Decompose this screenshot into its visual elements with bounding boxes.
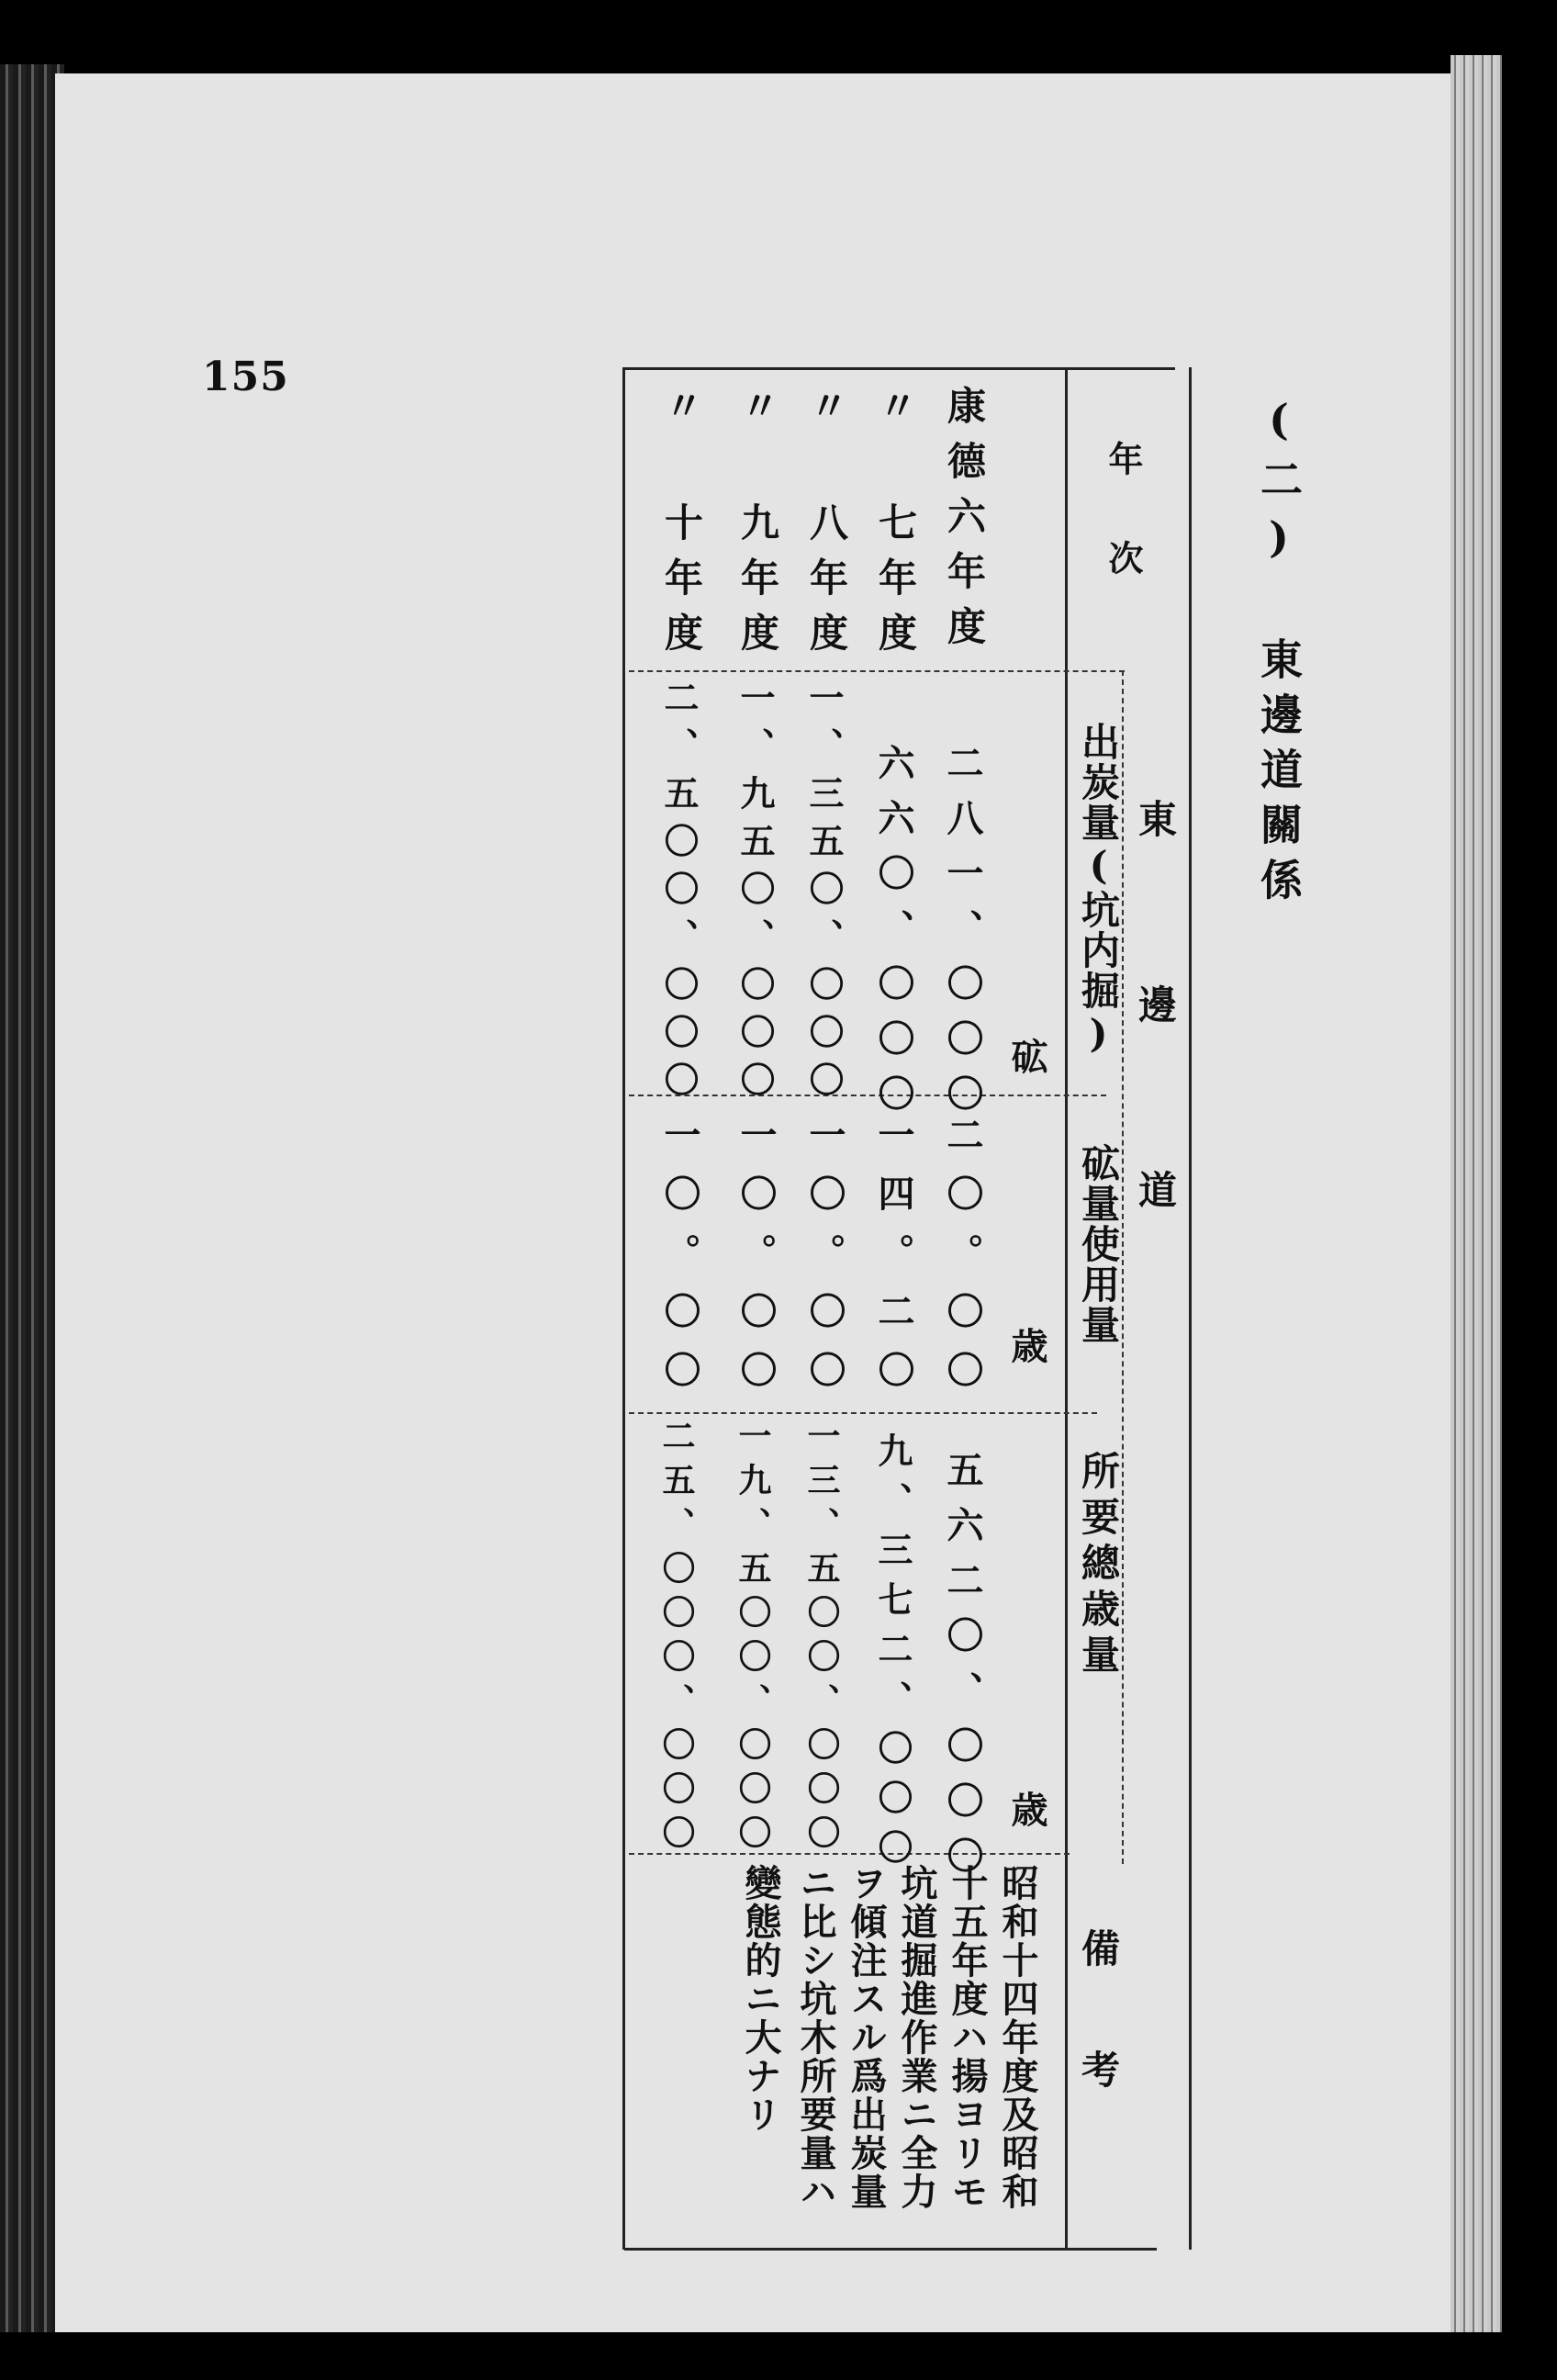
pit-timber-usage-cell: 一〇。〇〇: [803, 1116, 846, 1409]
year-cell: 〃 八年度: [804, 386, 849, 668]
year-cell: 康德六年度: [942, 386, 987, 661]
coal-output-cell: 二、五〇〇、〇〇〇: [658, 679, 700, 1109]
unit-label-3: 歳: [1005, 1791, 1048, 1827]
page-number: 155: [202, 354, 289, 400]
coal-output-cell: 一、九五〇、〇〇〇: [734, 679, 776, 1109]
table-right-border: [1189, 367, 1192, 2250]
total-required-cell: 一三、五〇〇、〇〇〇: [802, 1419, 841, 1859]
pit-timber-usage-cell: 一〇。〇〇: [658, 1116, 701, 1409]
pit-timber-usage-cell: 二〇。〇〇: [941, 1116, 984, 1409]
header-coal-output: 出炭量(坑内掘): [1076, 722, 1121, 1058]
header-pit-timber-usage: 砿量使用量: [1076, 1143, 1121, 1345]
year-cell: 〃 十年度: [659, 386, 704, 668]
table-left-border: [622, 367, 625, 2250]
total-required-cell: 二五、〇〇〇、〇〇〇: [657, 1419, 696, 1859]
unit-label-2: 歳: [1005, 1327, 1048, 1364]
total-required-cell: 五六二〇、〇〇〇: [941, 1451, 984, 1892]
remarks-line: 十五年度ハ揚ヨリモ: [946, 1864, 989, 2211]
coal-output-cell: 六六〇、〇〇〇: [872, 744, 915, 1129]
header-remarks: 備考: [1076, 1928, 1121, 2171]
row-sep-3: [629, 1412, 1097, 1414]
table-bottom-border: [624, 2248, 1157, 2251]
year-cell: 〃 七年度: [873, 386, 918, 668]
total-required-cell: 九、三七二、〇〇〇: [872, 1432, 913, 1879]
page-edge: [1451, 55, 1502, 2332]
table-top-border: [624, 367, 1175, 370]
table-title: 東邊道: [1133, 799, 1178, 1355]
header-year: 年次: [1103, 441, 1144, 639]
pit-timber-usage-cell: 一〇。〇〇: [734, 1116, 778, 1409]
remarks-line: ヲ傾注スル爲出炭量: [845, 1864, 888, 2211]
remarks-line: ニ比シ坑木所要量ハ: [794, 1864, 837, 2211]
coal-output-cell: 一、三五〇、〇〇〇: [803, 679, 845, 1109]
remarks-line: 坑道掘進作業ニ全力: [895, 1864, 938, 2211]
year-cell: 〃 九年度: [735, 386, 780, 668]
pit-timber-usage-cell: 一四。二〇: [872, 1116, 915, 1409]
header-total-required: 所要總歳量: [1076, 1451, 1121, 1680]
header-separator: [1065, 367, 1068, 2250]
remarks-line: 變態的ニ大ナリ: [739, 1864, 782, 2134]
unit-label: 砿: [1005, 1038, 1048, 1074]
total-required-cell: 一九、五〇〇、〇〇〇: [734, 1419, 772, 1859]
row-sep-1: [629, 670, 1125, 672]
coal-output-cell: 二八一、〇〇〇: [941, 744, 984, 1129]
remarks-line: 昭和十四年度及昭和: [996, 1864, 1039, 2211]
section-title: (二) 東邊道關係: [1254, 395, 1304, 913]
